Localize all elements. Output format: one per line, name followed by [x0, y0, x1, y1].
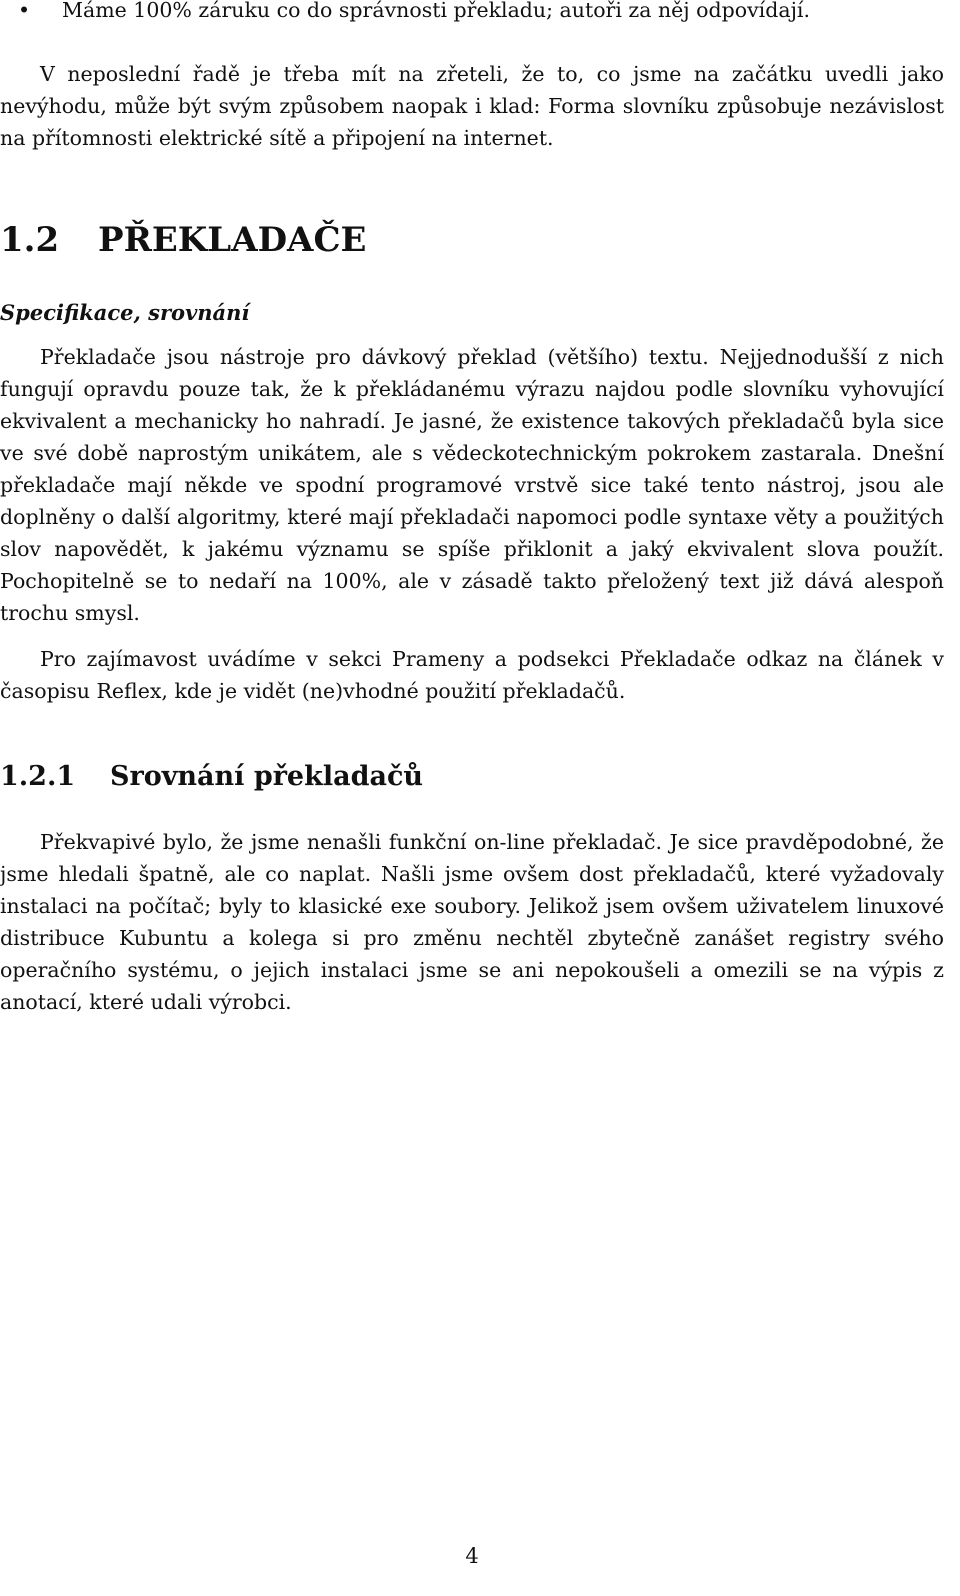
- subsection-heading: [0, 758, 423, 796]
- section-title: PŘEKLADAČE: [98, 220, 367, 260]
- subsection-number: 1.2.1: [0, 761, 76, 792]
- main-block: [0, 341, 944, 629]
- page-number: 4: [465, 1544, 479, 1568]
- bullet-item: [0, 0, 944, 26]
- reflex-block: [0, 643, 944, 707]
- paragraph-intro: V neposlední řadě je třeba mít na zřeteli, že to, co jsme na začátku uvedli jako nevýhodu, může být svým způsobem naopak i klad: Forma slovníku způsobuje nezávislost na přítomnosti elektrické sítě a připojení na internet.: [0, 62, 944, 150]
- paragraph-reflex: Pro zajímavost uvádíme v sekci Prameny a podsekci Překladače odkaz na článek v časopisu Reflex, kde je vidět (ne)vhodné použití překladačů.: [0, 647, 944, 703]
- section-number: 1.2: [0, 220, 60, 260]
- paragraph-heading: Specifikace, srovnání: [0, 300, 250, 325]
- paragraph-main: Překladače jsou nástroje pro dávkový překlad (většího) textu. Nejjednodušší z nich fungují opravdu pouze tak, že k překládanému výrazu najdou podle slovníku vyhovující ekvivalent a mechanicky ho nahradí. Je jasné, že existence takových překladačů byla sice ve své době naprostým unikátem, ale s vědeckotechnickým pokrokem zastarala. Dnešní překladače mají někde ve spodní programové vrstvě sice také tento nástroj, jsou ale doplněny o další algoritmy, které mají překladači napomoci podle syntaxe věty a použitých slov napovědět, k jakému významu se spíše přiklonit a jaký ekvivalent slova použít. Pochopitelně se to nedaří na 100%, ale v zásadě takto přeložený text již dává alespoň trochu smysl.: [0, 345, 944, 625]
- section-heading: [0, 218, 366, 262]
- bullet-mark: •: [18, 0, 31, 22]
- subsection-title: Srovnání překladačů: [110, 761, 424, 792]
- paragraph-compare: Překvapivé bylo, že jsme nenašli funkční on-line překladač. Je sice pravděpodobné, že jsme hledali špatně, ale co naplat. Našli jsme ovšem dost překladačů, které vyžadovaly instalaci na počítač; byly to klasické exe soubory. Jelikož jsem ovšem uživatelem linuxové distribuce Kubuntu a kolega si pro změnu nechtěl zbytečně zanášet registry svého operačního systému, o jejich instalaci jsme se ani nepokoušeli a omezili se na výpis z anotací, které udali výrobci.: [0, 830, 944, 1014]
- bullet-text: Máme 100% záruku co do správnosti překladu; autoři za něj odpovídají.: [62, 0, 810, 22]
- intro-block: [0, 58, 944, 154]
- compare-block: [0, 826, 944, 1018]
